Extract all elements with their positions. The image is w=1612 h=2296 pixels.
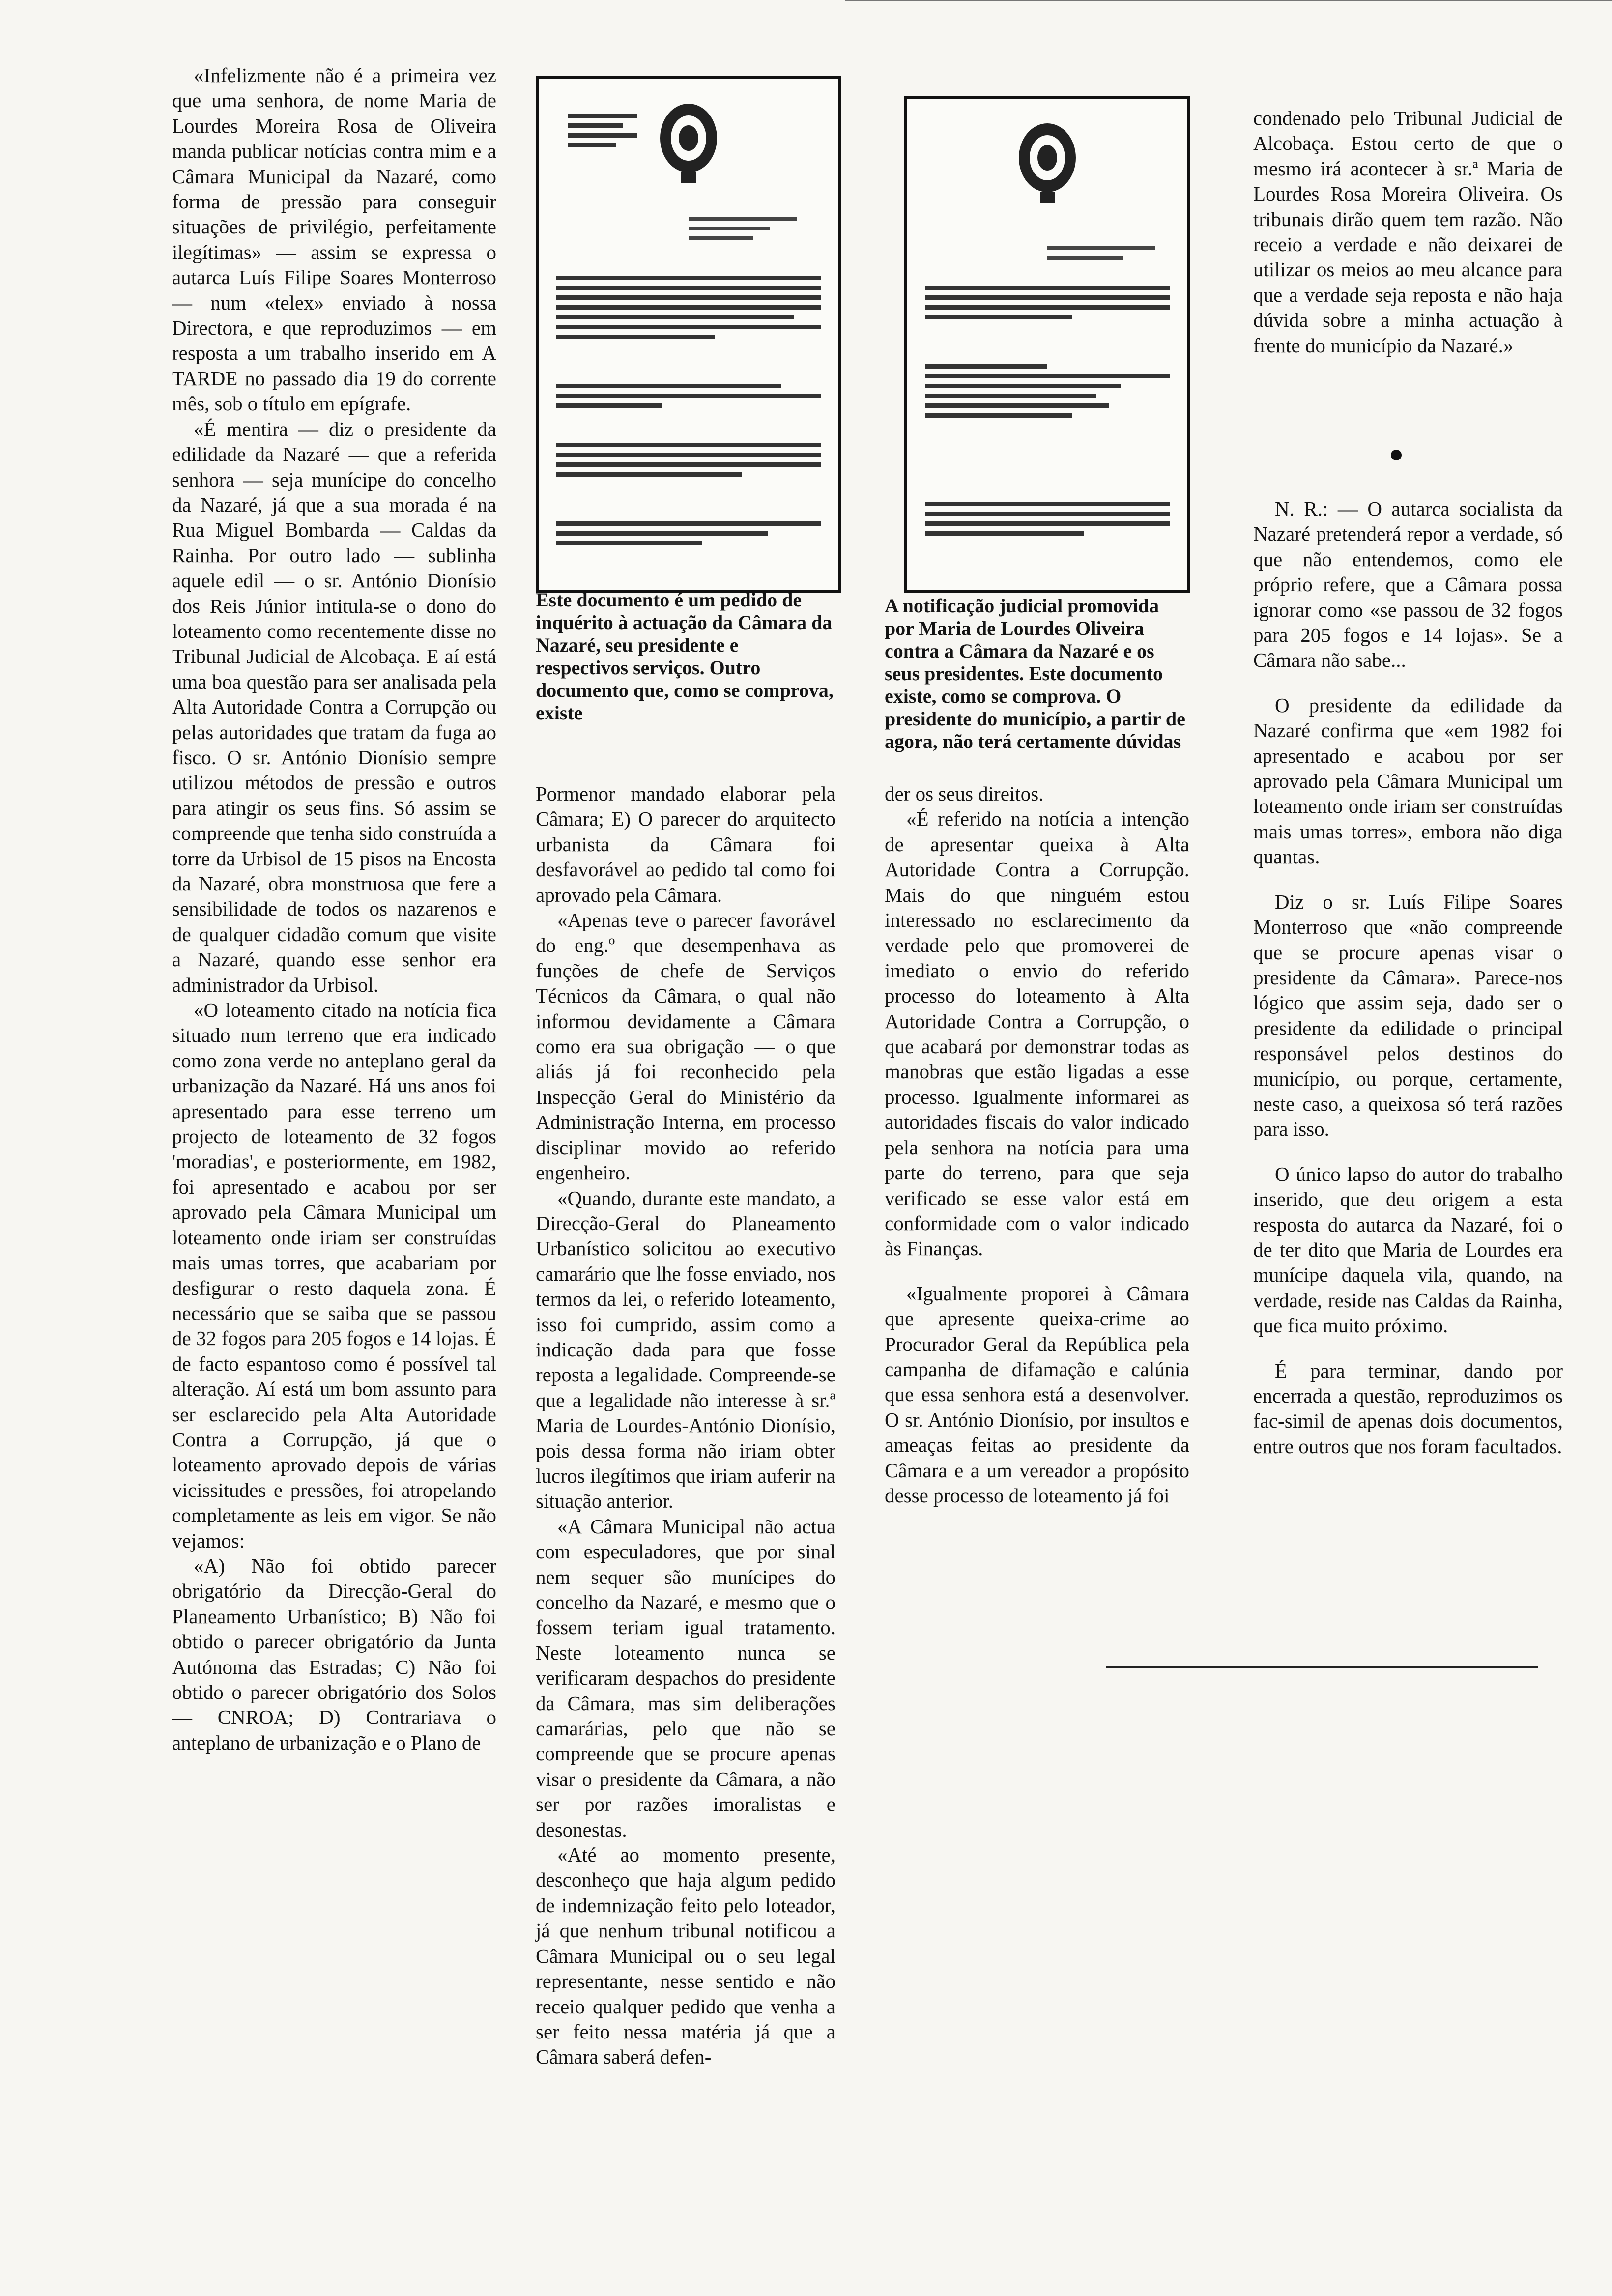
body-text-block	[925, 364, 1170, 423]
facsimile-document-1	[536, 76, 841, 593]
article-column-1	[172, 63, 496, 1755]
letterhead	[568, 114, 637, 153]
address-block	[1047, 246, 1155, 266]
article-column-4	[1253, 106, 1563, 358]
paragraph: N. R.: — O autarca socialista da Nazaré pretenderá repor a verdade, só que não entendemos, como ele próprio refere, que a Câmara possa ignorar como «se passou de 32 fogos para 205 fogos e 14 lojas». Se a Câmara não sabe...	[1253, 497, 1563, 672]
article-column-2	[536, 781, 835, 2070]
paragraph: «Infelizmente não é a primeira vez que uma senhora, de nome Maria de Lourdes Moreira Rosa de Oliveira manda publicar notícias contra mim e a Câmara Municipal da Nazaré, como forma de pressão para conseguir situações de privilégio, perfeitamente ilegítimas» — assim se expressa o autarca Luís Filipe Soares Monterroso — num «telex» enviado à nossa Directora, e que reproduzimos — em resposta a um trabalho inserido em A TARDE no passado dia 19 do corrente mês, sob o título em epígrafe.	[172, 64, 496, 415]
figure-caption-2: A notificação judicial promovida por Maria de Lourdes Oliveira contra a Câmara da Nazaré e os seus presidentes. Este documento existe, como se comprova. O presidente do município, a partir de agora, não terá certamente dúvidas	[885, 595, 1185, 752]
figure-caption-1: Este documento é um pedido de inquérito à actuação da Câmara da Nazaré, seu presidente e respectivos serviços. Outro documento que, como se comprova, existe	[536, 589, 834, 724]
body-text-block	[925, 286, 1170, 325]
body-text-block	[556, 521, 821, 551]
body-text-block	[556, 443, 821, 482]
paragraph: «A) Não foi obtido parecer obrigatório da Direcção-Geral do Planeamento Urbanístico; B) Não foi obtido o parecer obrigatório da Junta Autónoma das Estradas; C) Não foi obtido o parecer obrigatório dos Solos — CNROA; D) Contrariava o anteplano de urbanização e o Plano de	[172, 1554, 496, 1754]
section-bullet	[1391, 450, 1402, 460]
paragraph: Diz o sr. Luís Filipe Soares Monterroso que «não compreende que se procure apenas visar o presidente da Câmara». Parece-nos lógico que assim seja, dado ser o presidente da edilidade o principal responsável pelos destinos do município, ou porque, certamente, neste caso, a queixosa só terá razões para isso.	[1253, 890, 1563, 1141]
body-text-block	[556, 384, 821, 413]
paragraph: «Apenas teve o parecer favorável do eng.º que desempenhava as funções de chefe de Serviços Técnicos da Câmara, o qual não informou devidamente a Câmara como era sua obrigação — o que aliás já foi reconhecido pela Inspecção Geral do Ministério da Administração Interna, em processo disciplinar movido ao referido engenheiro.	[536, 909, 835, 1184]
seal-icon	[1010, 118, 1084, 207]
article-column-4-continued	[1253, 496, 1563, 1459]
paragraph: É para terminar, dando por encerrada a questão, reproduzimos os fac-simil de apenas dois documentos, entre outros que nos foram facultados.	[1253, 1359, 1563, 1458]
end-rule	[1106, 1666, 1538, 1668]
paragraph: der os seus direitos.	[885, 782, 1044, 805]
paragraph: «Até ao momento presente, desconheço que haja algum pedido de indemnização feito pelo loteador, já que nenhum tribunal notificou a Câmara Municipal ou o seu legal representante, nesse sentido e não receio qualquer pedido que venha a ser feito nessa matéria já que a Câmara saberá defen-	[536, 1843, 835, 2068]
body-text-block	[556, 276, 821, 344]
paragraph: «É referido na notícia a intenção de apresentar queixa à Alta Autoridade Contra a Corrupção. Mais do que ninguém estou interessado no esclarecimento da verdade pelo que promoverei de imediato o envio do referido processo do loteamento à Alta Autoridade Contra a Corrupção, o que acabará por demonstrar todas as manobras que estão ligadas a esse processo. Igualmente informarei as autoridades fiscais do valor indicado pela senhora na notícia para uma parte do terreno, para que seja verificado se esse valor está em conformidade com o valor indicado às Finanças.	[885, 807, 1189, 1260]
paragraph: Pormenor mandado elaborar pela Câmara; E) O parecer do arquitecto urbanista da Câmara foi desfavorável ao pedido tal como foi aprovado pela Câmara.	[536, 782, 835, 906]
paragraph: «A Câmara Municipal não actua com especuladores, que por sinal nem sequer são munícipes do concelho da Nazaré, e mesmo que o fossem teriam igual tratamento. Neste loteamento nunca se verificaram despachos do presidente da Câmara, mas sim deliberações camarárias, pelo que não se compreende que se procure apenas visar o presidente da Câmara, a não ser por razões imoralistas e desonestas.	[536, 1515, 835, 1841]
article-column-3	[885, 781, 1189, 1508]
address-block	[689, 217, 797, 246]
top-rule	[845, 0, 1612, 1]
paragraph: «O loteamento citado na notícia fica situado num terreno que era indicado como zona verde no anteplano geral da urbanização da Nazaré. Há uns anos foi apresentado para esse terreno um projecto de loteamento de 32 fogos 'moradias', e posteriormente, em 1982, foi apresentado e acabou por ser aprovado pela Câmara Municipal um loteamento onde iriam ser construídas mais umas torres, que acabariam por desfigurar o resto daquela zona. É necessário que se saiba que se passou de 32 fogos para 205 fogos e 14 lojas. É de facto espantoso como é possível tal alteração. Aí está um bom assunto para ser esclarecido pela Alta Autoridade Contra a Corrupção, já que o loteamento aprovado depois de várias vicissitudes e pressões, foi atropelando completamente as leis em vigor. Se não vejamos:	[172, 999, 496, 1552]
paragraph: O único lapso do autor do trabalho inserido, que deu origem a esta resposta do autarca da Nazaré, foi o de ter dito que Maria de Lourdes era munícipe daquela vila, quando, na verdade, reside nas Caldas da Rainha, que fica muito próximo.	[1253, 1162, 1563, 1337]
body-text-block	[925, 502, 1170, 541]
paragraph: condenado pelo Tribunal Judicial de Alcobaça. Estou certo de que o mesmo irá acontecer à sr.ª Maria de Lourdes Rosa Moreira Oliveira. Os tribunais dirão quem tem razão. Não receio a verdade e não deixarei de utilizar os meios ao meu alcance para que a verdade seja reposta e não haja dúvida sobre a minha actuação à frente do município da Nazaré.»	[1253, 107, 1563, 357]
paragraph: O presidente da edilidade da Nazaré confirma que «em 1982 foi apresentado e acabou por ser aprovado pela Câmara Municipal um loteamento onde iriam ser construídas mais umas torres», embora não diga quantas.	[1253, 693, 1563, 868]
facsimile-document-2	[904, 96, 1190, 593]
paragraph: «É mentira — diz o presidente da edilidade da Nazaré — que a referida senhora — seja munícipe do concelho da Nazaré, já que a sua morada é na Rua Miguel Bombarda — Caldas da Rainha. Por outro lado — sublinha aquele edil — o sr. António Dionísio dos Reis Júnior intitula-se o dono do loteamento como recentemente disse no Tribunal Judicial de Alcobaça. E aí está uma boa questão para ser analisada pela Alta Autoridade Contra a Corrupção ou pelas autoridades que tratam da fuga ao fisco. O sr. António Dionísio sempre utilizou métodos de pressão e outros para atingir os seus fins. Só assim se compreende que tenha sido construída a torre da Urbisol de 15 pisos na Encosta da Nazaré, obra monstruosa que fere a sensibilidade de todos os nazarenos e de qualquer cidadão comum que visite a Nazaré, quando esse senhor era administrador da Urbisol.	[172, 417, 496, 996]
paragraph: «Quando, durante este mandato, a Direcção-Geral do Planeamento Urbanístico solicitou ao executivo camarário que lhe fosse enviado, nos termos da lei, o referido loteamento, isso foi cumprido, assim como a indicação dada para que fosse reposta a legalidade. Compreende-se que a legalidade não interesse à sr.ª Maria de Lourdes-António Dionísio, pois dessa forma não iriam obter lucros ilegítimos que iriam auferir na situação anterior.	[536, 1186, 835, 1513]
paragraph: «Igualmente proporei à Câmara que apresente queixa-crime ao Procurador Geral da República pela campanha de difamação e calúnia que essa senhora está a desenvolver. O sr. António Dionísio, por insultos e ameaças feitas ao presidente da Câmara e a um vereador a propósito desse processo de loteamento já foi	[885, 1282, 1189, 1507]
seal-icon	[652, 99, 725, 187]
